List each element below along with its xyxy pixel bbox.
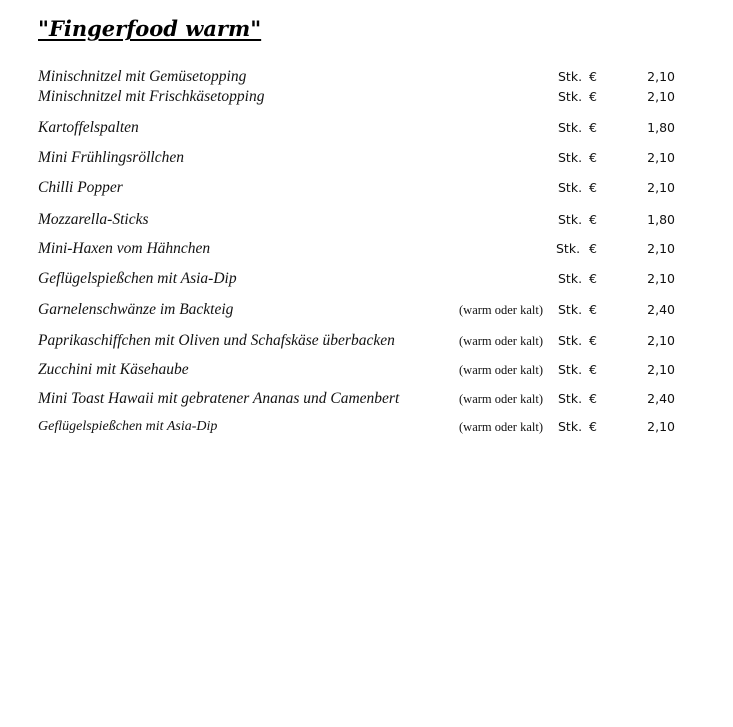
item-currency: € — [589, 180, 597, 195]
menu-item-row — [0, 269, 733, 289]
item-currency: € — [589, 89, 597, 104]
item-price: 2,40 — [647, 302, 675, 317]
item-currency: € — [589, 271, 597, 286]
item-name: Minischnitzel mit Frischkäsetopping — [38, 88, 265, 105]
item-price: 2,10 — [647, 333, 675, 348]
item-unit: Stk. — [558, 362, 583, 377]
item-currency: € — [589, 333, 597, 348]
item-price: 2,40 — [647, 391, 675, 406]
menu-item-row — [0, 360, 733, 380]
menu-item-row — [0, 331, 733, 351]
item-unit: Stk. — [558, 120, 583, 135]
item-unit: Stk. — [558, 419, 583, 434]
item-name: Paprikaschiffchen mit Oliven und Schafskäse überbacken — [38, 332, 395, 349]
item-note: (warm oder kalt) — [459, 363, 543, 377]
item-currency: € — [589, 69, 597, 84]
menu-item-row — [0, 178, 733, 198]
item-name: Mini Frühlingsröllchen — [38, 149, 184, 166]
item-name: Minischnitzel mit Gemüsetopping — [38, 68, 247, 85]
item-name: Mini-Haxen vom Hähnchen — [38, 240, 211, 257]
menu-item-row — [0, 210, 733, 230]
item-price: 1,80 — [647, 212, 675, 227]
item-price: 2,10 — [647, 89, 675, 104]
item-currency: € — [589, 120, 597, 135]
item-price: 2,10 — [647, 150, 675, 165]
item-unit: Stk. — [558, 333, 583, 348]
item-unit: Stk. — [558, 89, 583, 104]
item-name: Kartoffelspalten — [38, 119, 139, 136]
item-note: (warm oder kalt) — [459, 334, 543, 348]
item-price: 2,10 — [647, 180, 675, 195]
item-price: 2,10 — [647, 419, 675, 434]
item-name: Chilli Popper — [38, 179, 123, 196]
item-name: Zucchini mit Käsehaube — [38, 361, 189, 378]
item-currency: € — [589, 212, 597, 227]
item-currency: € — [589, 419, 597, 434]
item-unit: Stk. — [558, 180, 583, 195]
item-note: (warm oder kalt) — [459, 420, 543, 434]
item-currency: € — [589, 302, 597, 317]
item-price: 2,10 — [647, 241, 675, 256]
item-unit: Stk. — [558, 212, 583, 227]
item-unit: Stk. — [558, 302, 583, 317]
item-note: (warm oder kalt) — [459, 303, 543, 317]
menu-item-row — [0, 239, 733, 259]
menu-item-row — [0, 118, 733, 138]
item-unit: Stk. — [558, 271, 583, 286]
item-name: Garnelenschwänze im Backteig — [38, 301, 234, 318]
menu-item-row — [0, 87, 733, 107]
item-unit: Stk. — [556, 241, 581, 256]
menu-item-row — [0, 417, 733, 437]
menu-item-row — [0, 67, 733, 87]
item-name: Mozzarella-Sticks — [38, 211, 149, 228]
item-currency: € — [589, 362, 597, 377]
menu-item-row — [0, 300, 733, 320]
item-unit: Stk. — [558, 391, 583, 406]
item-name: Geflügelspießchen mit Asia-Dip — [38, 419, 218, 434]
item-price: 2,10 — [647, 362, 675, 377]
item-currency: € — [589, 150, 597, 165]
item-name: Mini Toast Hawaii mit gebratener Ananas und Camenbert — [38, 390, 400, 407]
item-currency: € — [589, 241, 597, 256]
menu-item-row — [0, 148, 733, 168]
menu-title: "Fingerfood warm" — [38, 16, 262, 41]
item-name: Geflügelspießchen mit Asia-Dip — [38, 270, 237, 287]
item-currency: € — [589, 391, 597, 406]
item-note: (warm oder kalt) — [459, 392, 543, 406]
item-price: 1,80 — [647, 120, 675, 135]
item-unit: Stk. — [558, 150, 583, 165]
menu-item-row — [0, 389, 733, 409]
item-unit: Stk. — [558, 69, 583, 84]
item-price: 2,10 — [647, 69, 675, 84]
item-price: 2,10 — [647, 271, 675, 286]
